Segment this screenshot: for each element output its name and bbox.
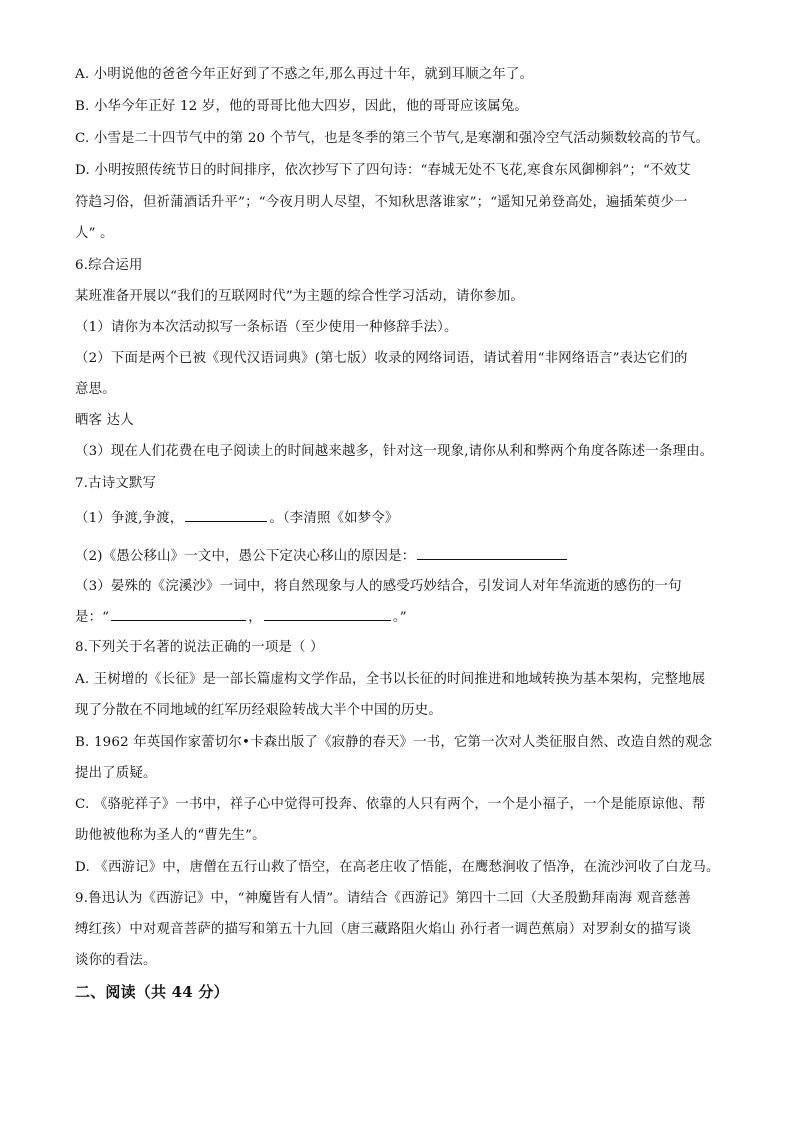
q6-part2-line-2: 意思。 <box>75 382 116 397</box>
q9-line-3: 谈你的看法。 <box>75 953 157 968</box>
q7-part1-source: 。（李清照《如梦令》 <box>269 511 399 526</box>
section-heading: 二、阅读（共 44 分） <box>75 983 229 1001</box>
q8-option-c-line-1: C. 《骆驼祥子》一书中，祥子心中觉得可投奔、依靠的人只有两个，一个是小福子，一个是能原谅他、帮 <box>75 797 706 812</box>
q6-part3: （3）现在人们花费在电子阅读上的时间越来越多，针对这一现象,请你从利和弊两个角度各陈述一条理由。 <box>75 444 714 459</box>
q7-part3-line-2 <box>75 607 725 628</box>
q7-part3-comma: ， <box>248 610 262 625</box>
q8-option-a-line-1: A. 王树增的《长征》是一部长篇虚构文学作品，全书以长征的时间推进和地域转换为基本架构，完整地展 <box>75 672 706 687</box>
option-d-line-3: 人” 。 <box>75 226 114 241</box>
q8-option-b-line-2: 提出了质疑。 <box>75 766 157 781</box>
q9-line-2: 缚红孩）中对观音菩萨的描写和第五十九回（唐三藏路阻火焰山 孙行者一调芭蕉扇）对罗刹女的描写谈 <box>75 922 692 937</box>
q6-words: 晒客 达人 <box>75 413 134 428</box>
q8-option-d: D. 《西游记》中，唐僧在五行山救了悟空，在高老庄收了悟能，在鹰愁涧收了悟净，在流沙河收了白龙马。 <box>75 860 720 875</box>
option-b-line: B. 小华今年正好 12 岁，他的哥哥比他大四岁，因此，他的哥哥应该属兔。 <box>75 99 529 114</box>
q7-part1 <box>75 508 725 529</box>
q7-part2 <box>75 546 725 567</box>
q7-part3-end: 。” <box>392 610 407 625</box>
answer-blank[interactable] <box>111 607 246 621</box>
q8-title: 8.下列关于名著的说法正确的一项是（ ） <box>75 640 324 655</box>
q8-option-b-line-1: B. 1962 年英国作家蕾切尔•卡森出版了《寂静的春天》一书，它第一次对人类征服自然、改造自然的观念 <box>75 735 713 750</box>
q7-part3-line-1: （3）晏殊的《浣溪沙》一词中，将自然现象与人的感受巧妙结合，引发词人对年华流逝的感伤的一句 <box>75 579 682 594</box>
answer-blank[interactable] <box>264 607 391 621</box>
option-c-line: C. 小雪是二十四节气中的第 20 个节气，也是冬季的第三个节气,是寒潮和强冷空气活动频数较高的节气。 <box>75 131 710 146</box>
q6-title: 6.综合运用 <box>75 258 143 273</box>
answer-blank[interactable] <box>417 546 567 560</box>
q7-title: 7.古诗文默写 <box>75 476 157 491</box>
q6-part2-line-1: （2）下面是两个已被《现代汉语词典》(第七版）收录的网络词语，请试着用“非网络语言”表达它们的 <box>75 351 688 366</box>
answer-blank[interactable] <box>185 508 267 522</box>
q8-option-c-line-2: 助他被他称为圣人的“曹先生”。 <box>75 828 266 843</box>
q6-part1: （1）请你为本次活动拟写一条标语（至少使用一种修辞手法）。 <box>75 320 458 335</box>
option-a-line: A. 小明说他的爸爸今年正好到了不惑之年,那么再过十年，就到耳顺之年了。 <box>75 67 534 82</box>
q7-part1-prompt: （1）争渡,争渡， <box>75 511 184 526</box>
q6-intro: 某班准备开展以“我们的互联网时代”为主题的综合性学习活动，请你参加。 <box>75 289 524 304</box>
q7-part2-prompt: （2)《愚公移山》一文中，愚公下定决心移山的原因是： <box>75 549 416 564</box>
q7-part3-prefix: 是：“ <box>75 610 110 625</box>
q9-line-1: 9.鲁迅认为《西游记》中，“神魔皆有人情”。请结合《西游记》第四十二回（大圣殷勤拜南海 观音慈善 <box>75 891 692 906</box>
option-d-line-1: D. 小明按照传统节日的时间排序，依次抄写下了四句诗：“春城无处不飞花,寒食东风御柳斜”；“不效艾 <box>75 163 691 178</box>
option-d-line-2: 符趋习俗，但祈蒲酒话升平”；“今夜月明人尽望，不知秋思落谁家”；“遥知兄弟登高处，遍插茱萸少一 <box>75 195 688 210</box>
q8-option-a-line-2: 现了分散在不同地域的红军历经艰险转战大半个中国的历史。 <box>75 703 442 718</box>
